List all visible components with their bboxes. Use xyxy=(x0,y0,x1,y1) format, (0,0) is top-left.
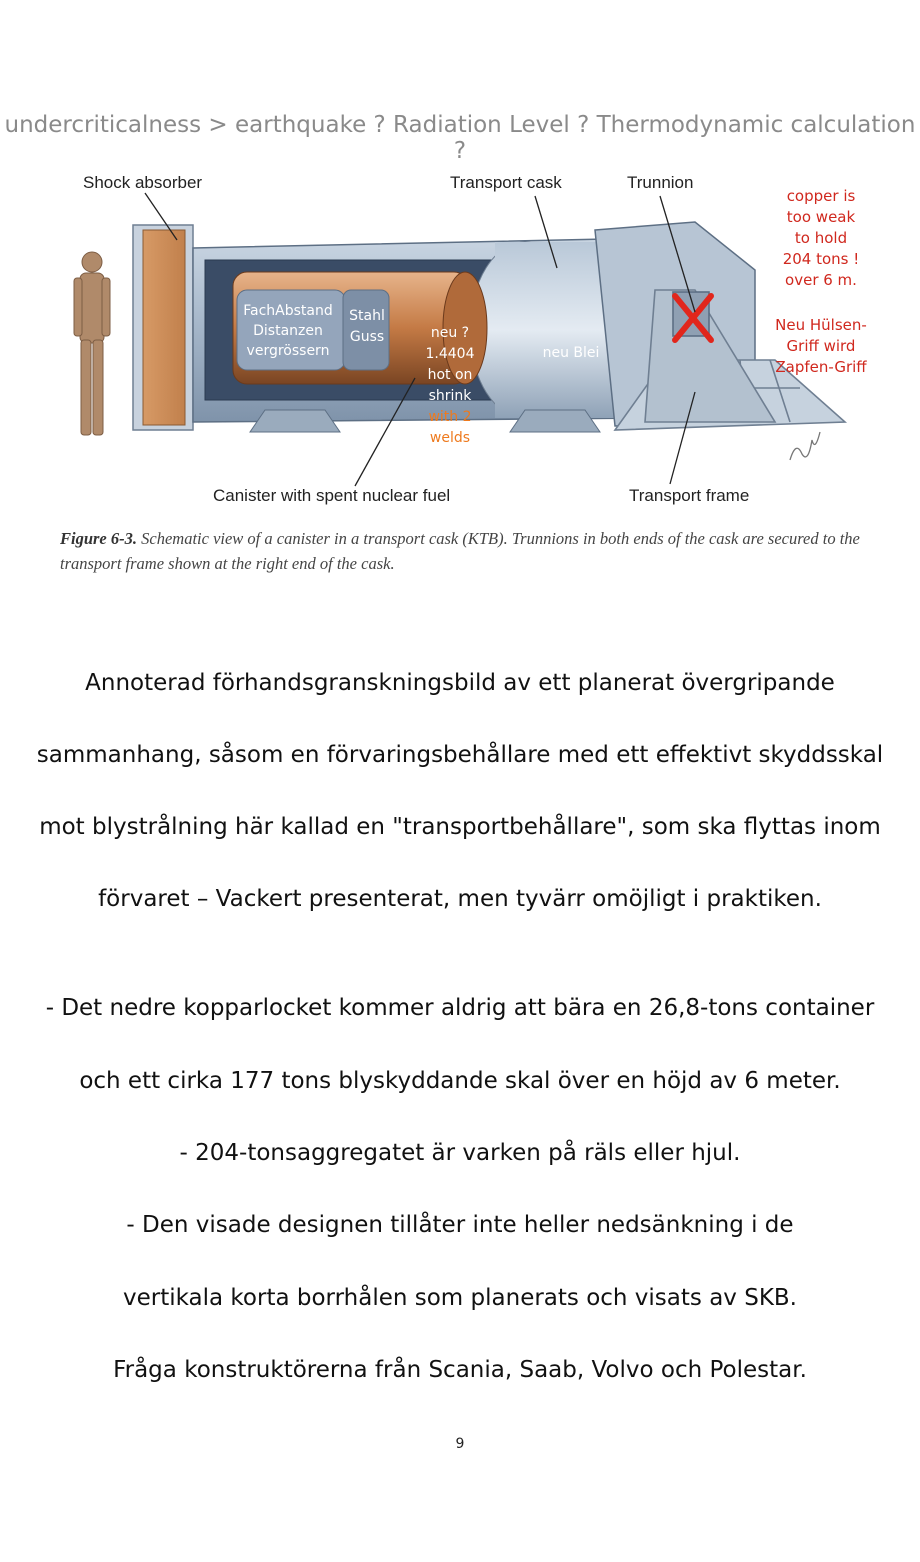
fach-abstand-note xyxy=(243,303,333,359)
caption-text: Schematic view of a canister in a transport cask (KTB). Trunnions in both ends of the cask are secured to the transport frame shown at the right end of the cask. xyxy=(60,529,860,573)
header-note: undercriticalness > earthquake ? Radiation Level ? Thermodynamic calculation ? xyxy=(4,112,916,164)
body-line-4: förvaret – Vackert presenterat, men tyvärr omöjligt i praktiken. xyxy=(98,886,822,912)
svg-text:welds: welds xyxy=(429,430,471,446)
figure-caption xyxy=(60,526,872,576)
svg-text:Zapfen-Griff: Zapfen-Griff xyxy=(775,358,867,376)
artist-signature xyxy=(790,432,820,460)
svg-text:neu ?: neu ? xyxy=(430,325,470,341)
griff-note xyxy=(775,316,867,376)
body-line-6: och ett cirka 177 tons blyskyddande skal över en höjd av 6 meter. xyxy=(79,1068,841,1094)
label-shock-absorber: Shock absorber xyxy=(83,173,203,192)
body-line-2: sammanhang, såsom en förvaringsbehållare med ett effektivt skyddsskal xyxy=(36,742,884,768)
body-line-7: - 204-tonsaggregatet är varken på räls eller hjul. xyxy=(179,1140,741,1166)
label-transport-frame: Transport frame xyxy=(629,486,750,505)
label-canister: Canister with spent nuclear fuel xyxy=(213,486,451,505)
body-line-10: Fråga konstruktörerna från Scania, Saab, Volvo och Polestar. xyxy=(113,1357,807,1383)
svg-text:Guss: Guss xyxy=(349,329,385,345)
body-line-3: mot blystrålning här kallad en "transportbehållare", som ska flyttas inom xyxy=(39,814,881,840)
copper-weak-note xyxy=(783,187,860,289)
label-trunnion: Trunnion xyxy=(627,173,694,192)
body-line-8: - Den visade designen tillåter inte heller nedsänkning i de xyxy=(126,1212,794,1238)
svg-text:Stahl: Stahl xyxy=(349,308,385,324)
neu-blei-note: neu Blei xyxy=(542,345,600,361)
svg-text:over 6 m.: over 6 m. xyxy=(785,271,857,289)
svg-text:hot on: hot on xyxy=(427,367,473,383)
body-line-1: Annoterad förhandsgranskningsbild av ett planerat övergripande xyxy=(85,670,835,696)
body-line-5: - Det nedre kopparlocket kommer aldrig att bära en 26,8-tons container xyxy=(45,995,875,1021)
svg-text:FachAbstand: FachAbstand xyxy=(243,303,333,319)
label-transport-cask: Transport cask xyxy=(450,173,562,192)
svg-text:copper is: copper is xyxy=(786,187,856,205)
page-number: 9 xyxy=(455,1436,465,1452)
svg-text:Distanzen: Distanzen xyxy=(253,323,323,339)
svg-text:Neu Hülsen-: Neu Hülsen- xyxy=(775,316,867,334)
svg-text:Griff wird: Griff wird xyxy=(786,337,856,355)
transport-cask-figure xyxy=(55,160,875,520)
svg-text:1.4404: 1.4404 xyxy=(425,346,475,362)
svg-text:to hold: to hold xyxy=(794,229,848,247)
svg-text:vergrössern: vergrössern xyxy=(246,343,330,359)
body-line-9: vertikala korta borrhålen som planerats och visats av SKB. xyxy=(123,1285,797,1311)
svg-text:204 tons !: 204 tons ! xyxy=(782,250,860,268)
svg-text:with 2: with 2 xyxy=(428,409,472,425)
svg-text:too weak: too weak xyxy=(786,208,856,226)
shock-absorber xyxy=(133,225,193,430)
human-figure xyxy=(74,252,110,435)
welds-note xyxy=(428,409,471,446)
caption-label: Figure 6-3. xyxy=(60,529,138,548)
svg-text:shrink: shrink xyxy=(428,388,472,404)
